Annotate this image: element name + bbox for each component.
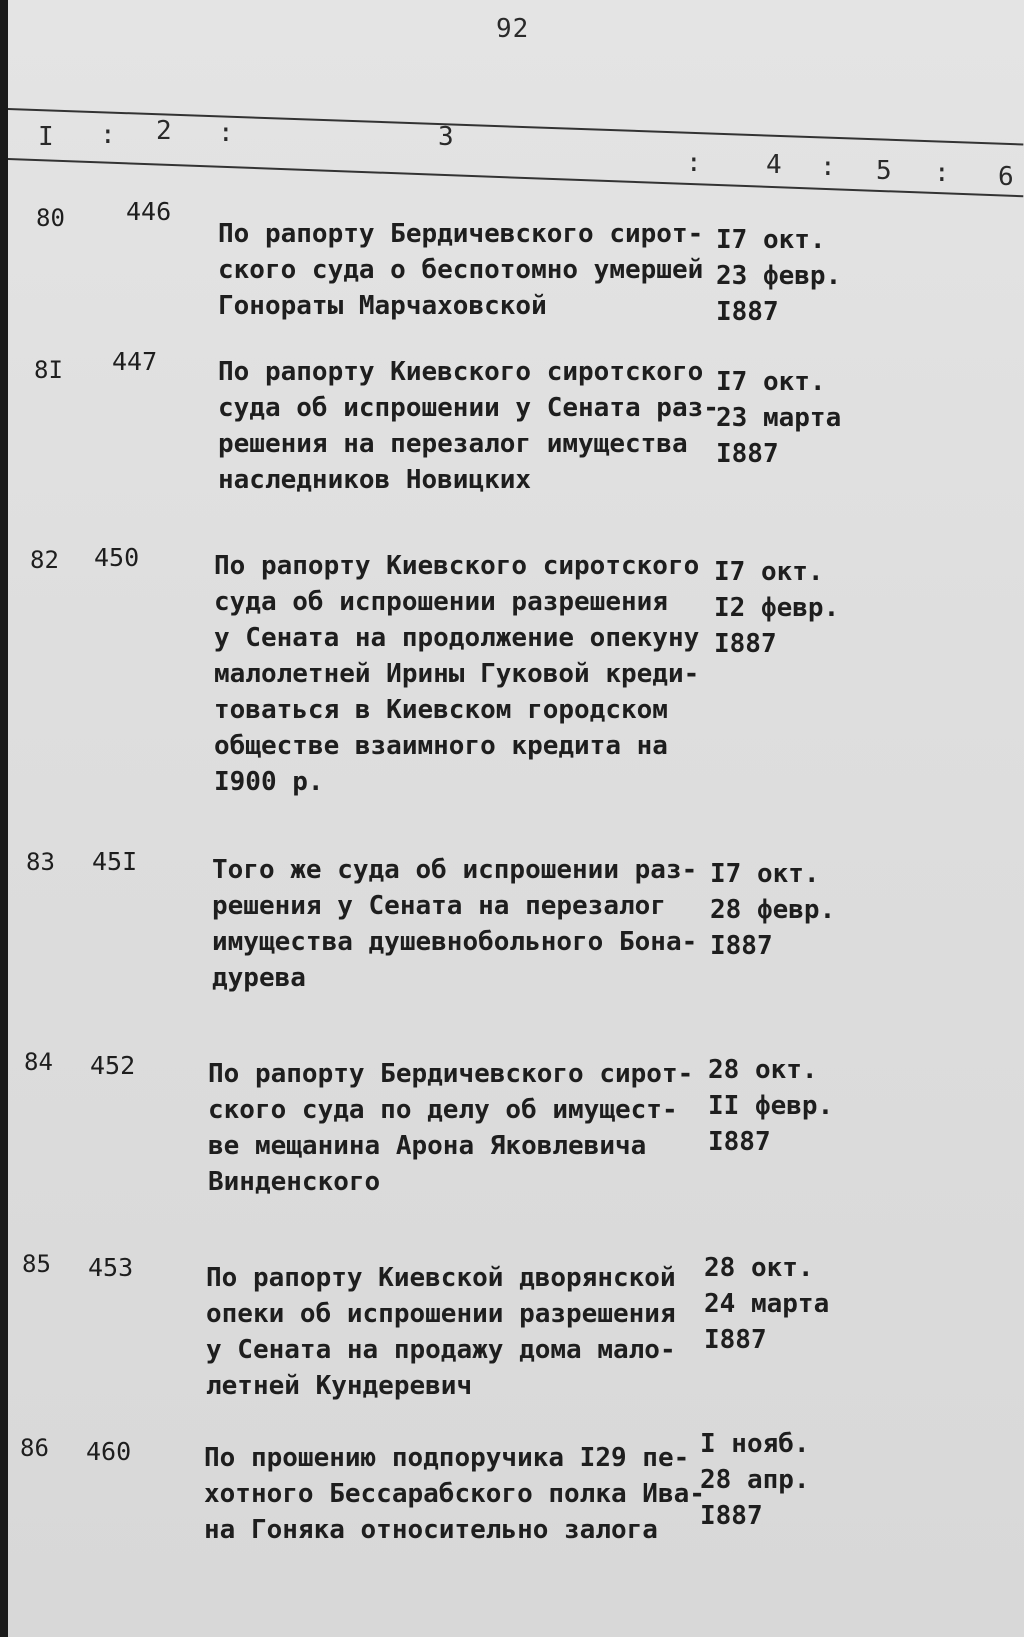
row-number: 80 [36,204,65,232]
case-dates: 28 окт. II февр. I887 [708,1055,834,1157]
case-description: По рапорту Киевского сиротского суда об испрошении разрешения у Сената на продолжение опекуну малолетней Ирины Гуковой креди- товаться в Киевском городском обществе взаимного кредита на I900 р. [214,551,700,797]
case-number: 453 [88,1253,134,1282]
case-description: По рапорту Киевской дворянской опеки об испрошении разрешения у Сената на продажу дома мало- летней Кундеревич [206,1263,676,1401]
case-description: По рапорту Бердичевского сирот- ского суда по делу об имущест- ве мещанина Арона Яковлевича Винденского [208,1059,694,1197]
case-number: 452 [90,1051,136,1080]
row-number: 82 [30,546,59,574]
column-header-6: 6 [998,162,1014,192]
case-dates: I нояб. 28 апр. I887 [700,1429,810,1531]
case-number: 450 [94,543,140,572]
column-separator: : [686,148,702,178]
column-separator: : [100,120,116,150]
column-header-1: I [38,122,54,152]
row-number: 8I [34,356,63,384]
row-number: 85 [22,1250,51,1278]
case-number: 446 [126,197,172,226]
case-dates: I7 окт. 23 марта I887 [716,367,842,469]
case-number: 45I [92,847,138,876]
column-separator: : [218,118,234,148]
case-dates: I7 окт. 23 февр. I887 [716,225,842,327]
case-dates: I7 окт. 28 февр. I887 [710,859,836,961]
row-number: 83 [26,848,55,876]
column-header-3: 3 [438,122,454,152]
case-dates: I7 окт. I2 февр. I887 [714,557,840,659]
case-number: 460 [86,1437,132,1466]
case-dates: 28 окт. 24 марта I887 [704,1253,830,1355]
column-header-5: 5 [876,156,892,186]
column-separator: : [934,158,950,188]
column-separator: : [820,152,836,182]
case-description: По рапорту Бердичевского сирот- ского суда о беспотомно умершей Гонораты Марчаховской [218,219,704,321]
case-number: 447 [112,347,158,376]
case-description: Того же суда об испрошении раз- решения у Сената на перезалог имущества душевнобольного Бона- дурева [212,855,698,993]
column-header-4: 4 [766,150,782,180]
column-header-2: 2 [156,116,172,146]
case-description: По рапорту Киевского сиротского суда об испрошении у Сената раз- решения на перезалог имущества наследников Новицких [218,357,719,495]
page-number: 92 [496,14,530,44]
row-number: 84 [24,1048,53,1076]
document-page [8,0,1024,1637]
case-description: По прошению подпоручика I29 пе- хотного Бессарабского полка Ива- на Гоняка относительно залога [204,1443,705,1545]
header-rule-bottom [8,158,1023,197]
row-number: 86 [20,1434,49,1462]
